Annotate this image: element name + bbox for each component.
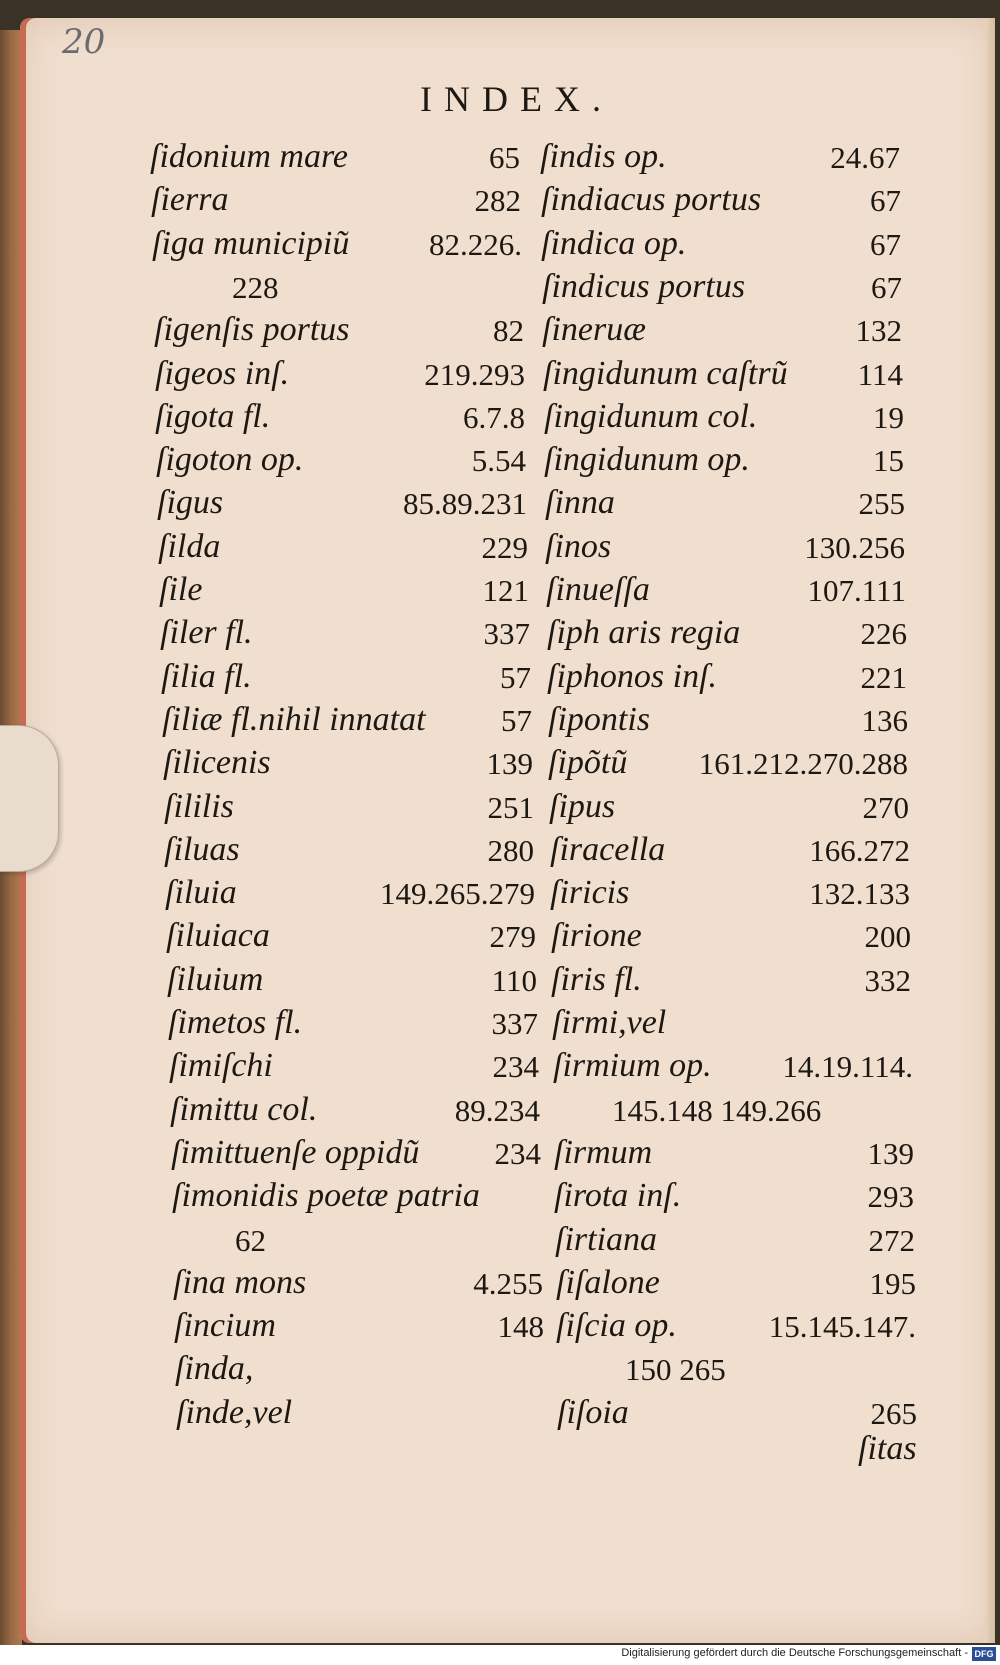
left-pages: 148 — [497, 1309, 544, 1344]
left-term: ſimonidis poetæ patria — [172, 1177, 480, 1214]
left-term: ſidonium mare — [150, 138, 349, 175]
right-term: ſinueſſa — [546, 571, 650, 608]
right-pages: 24.67 — [830, 140, 900, 175]
left-term: ſigota fl. — [155, 398, 271, 435]
left-pages: 139 — [486, 746, 533, 781]
right-pages: 132 — [855, 313, 902, 348]
right-pages: 195 — [869, 1266, 916, 1301]
right-term: ſinos — [545, 528, 612, 565]
right-pages: 272 — [868, 1223, 915, 1258]
right-term: ſindis op. — [540, 138, 667, 175]
left-pages: 234 — [492, 1049, 539, 1084]
left-term: ſiluas — [164, 831, 240, 868]
right-pages: 293 — [867, 1179, 914, 1214]
left-pages: 234 — [494, 1136, 541, 1171]
right-pages: 200 — [864, 919, 911, 954]
right-term: ſingidunum col. — [544, 398, 758, 435]
left-pages: 62 — [235, 1223, 266, 1258]
right-term: ſiricis — [550, 874, 630, 911]
right-term: ſiris fl. — [551, 961, 642, 998]
left-pages: 85.89.231 — [403, 486, 527, 521]
right-term: ſiſcia op. — [556, 1307, 677, 1344]
right-term: ſingidunum caſtrũ — [543, 355, 788, 392]
right-pages: 265 — [870, 1396, 917, 1431]
handwritten-page-number: 20 — [62, 22, 106, 62]
left-term: ſiluia — [165, 874, 237, 911]
left-pages: 82.226. — [429, 227, 522, 262]
right-pages: 15.145.147. — [768, 1309, 916, 1344]
left-term: ſinda, — [175, 1350, 254, 1387]
right-term: ſirmium op. — [553, 1047, 712, 1084]
left-pages: 57 — [500, 660, 531, 695]
right-pages: 255 — [858, 486, 905, 521]
right-term: ſiſoia — [557, 1394, 629, 1431]
right-pages: 15 — [873, 443, 904, 478]
right-term: ſipõtũ — [548, 744, 628, 781]
right-pages: 221 — [860, 660, 907, 695]
right-pages: 132.133 — [809, 876, 910, 911]
catchword: ſitas — [858, 1430, 917, 1467]
left-pages: 149.265.279 — [380, 876, 535, 911]
footer-credit: Digitalisierung gefördert durch die Deutsche Forschungsgemeinschaft - — [621, 1647, 968, 1659]
right-term: ſirtiana — [555, 1221, 658, 1258]
right-pages: 130.256 — [804, 530, 905, 565]
right-pages: 114 — [857, 357, 903, 392]
left-pages: 110 — [491, 963, 537, 998]
left-pages: 89.234 — [454, 1093, 540, 1128]
left-term: ſinde,vel — [176, 1394, 293, 1431]
left-pages: 279 — [489, 919, 536, 954]
left-term: ſililis — [164, 788, 234, 825]
right-term: ſinna — [545, 484, 615, 521]
left-pages: 280 — [487, 833, 534, 868]
right-pages: 107.111 — [807, 573, 906, 608]
right-term: ſindiacus portus — [541, 181, 762, 218]
left-pages: 121 — [482, 573, 529, 608]
left-pages: 229 — [481, 530, 528, 565]
left-pages: 282 — [474, 183, 521, 218]
left-term: ſiler fl. — [160, 614, 253, 651]
right-term: ſineruæ — [542, 311, 646, 348]
left-term: ſigeos inſ. — [155, 355, 290, 392]
left-term: ſigus — [157, 484, 224, 521]
right-pages: 226 — [860, 616, 907, 651]
left-term: ſilda — [158, 528, 221, 565]
page-edge — [985, 18, 995, 1643]
right-pages: 67 — [870, 227, 901, 262]
right-term: ſiph aris regia — [547, 614, 741, 651]
left-term: ſierra — [151, 181, 229, 218]
left-term: ſilicenis — [163, 744, 271, 781]
left-pages: 57 — [501, 703, 532, 738]
left-pages: 219.293 — [424, 357, 525, 392]
left-term: ſimittu col. — [170, 1091, 318, 1128]
right-pages: 67 — [871, 270, 902, 305]
right-term: ſindicus portus — [542, 268, 746, 305]
left-term: ſiliæ fl.nihil innatat — [162, 701, 426, 738]
right-pages: 332 — [864, 963, 911, 998]
left-term: ſiluium — [167, 961, 264, 998]
left-term: ſiluiaca — [166, 917, 270, 954]
left-term: ſimetos fl. — [168, 1004, 303, 1041]
right-term: ſingidunum op. — [544, 441, 750, 478]
right-pages: 270 — [862, 790, 909, 825]
right-pages: 67 — [870, 183, 901, 218]
right-pages: 14.19.114. — [782, 1049, 913, 1084]
right-term: ſirmi,vel — [552, 1004, 667, 1041]
right-term: ſipus — [549, 788, 616, 825]
left-pages: 4.255 — [473, 1266, 543, 1301]
left-term: ſiga municipiũ — [152, 225, 350, 262]
footer-bar — [0, 1645, 1000, 1665]
left-term: ſilia fl. — [161, 658, 252, 695]
page-heading: INDEX. — [420, 79, 613, 119]
paper-tab-marker — [0, 725, 59, 872]
left-pages: 82 — [493, 313, 524, 348]
right-term: ſindica op. — [541, 225, 687, 262]
left-pages: 6.7.8 — [463, 400, 525, 435]
left-pages: 337 — [491, 1006, 538, 1041]
left-pages: 251 — [487, 790, 534, 825]
right-pages: 150 265 — [625, 1352, 726, 1387]
left-term: ſina mons — [173, 1264, 307, 1301]
left-pages: 65 — [489, 140, 520, 175]
left-pages: 5.54 — [471, 443, 526, 478]
right-term: ſiphonos inſ. — [547, 658, 718, 695]
left-term: ſimittuenſe oppidũ — [171, 1134, 420, 1171]
right-term: ſiſalone — [556, 1264, 660, 1301]
right-pages: 136 — [861, 703, 908, 738]
right-term: ſirmum — [554, 1134, 653, 1171]
right-term: ſirota inſ. — [554, 1177, 682, 1214]
right-term: ſirione — [551, 917, 642, 954]
right-pages: 161.212.270.288 — [698, 746, 908, 781]
left-pages: 337 — [483, 616, 530, 651]
right-term: ſipontis — [548, 701, 651, 738]
right-pages: 139 — [867, 1136, 914, 1171]
left-term: ſigoton op. — [156, 441, 304, 478]
left-term: ſimiſchi — [169, 1047, 273, 1084]
right-pages: 145.148 149.266 — [612, 1093, 822, 1128]
right-pages: 19 — [873, 400, 904, 435]
left-term: ſigenſis portus — [154, 311, 350, 348]
left-term: ſincium — [174, 1307, 276, 1344]
dfg-logo: DFG — [972, 1647, 996, 1661]
left-term: ſile — [159, 571, 203, 608]
right-pages: 166.272 — [809, 833, 910, 868]
left-pages: 228 — [232, 270, 279, 305]
right-term: ſiracella — [550, 831, 666, 868]
